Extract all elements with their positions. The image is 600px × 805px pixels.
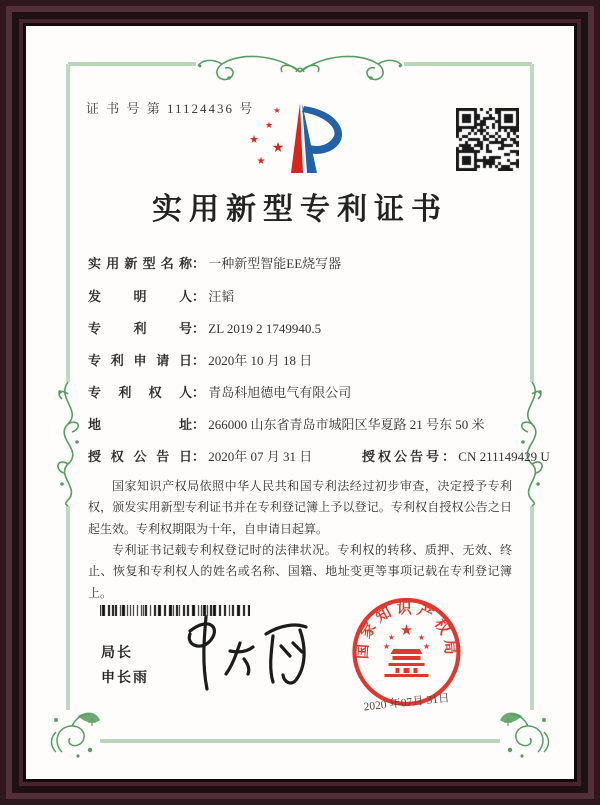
svg-text:★: ★: [264, 121, 274, 131]
grant-no-value: CN 211149429 U: [458, 449, 550, 464]
seal-date: 2020 年07月 31日: [363, 692, 451, 714]
svg-text:★: ★: [273, 106, 281, 115]
field-row-address: 地址： 266000 山东省青岛市城阳区华夏路 21 号东 50 米: [88, 417, 485, 432]
certificate-number: 证 书 号 第 11124436 号: [86, 101, 255, 116]
field-value: 2020年 10 月 18 日: [208, 353, 313, 368]
svg-text:★: ★: [417, 633, 426, 642]
field-row-grant: 授权公告日： 2020年 07 月 31 日 授权公告号： CN 211149429 U: [88, 449, 550, 464]
seal-gate: [385, 649, 429, 677]
top-flourish: [198, 56, 300, 79]
commissioner-name: 申长雨: [101, 671, 149, 686]
field-value: 青岛科旭德电气有限公司: [208, 385, 352, 400]
seal-ring-text: 国家知识产权局: [354, 601, 459, 660]
svg-text:★: ★: [256, 156, 266, 167]
qr-code: [456, 108, 519, 171]
paragraph: 国家知识产权局依照中华人民共和国专利法经过初步审查，决定授予专利权，颁发实用新型专利证书并在专利登记簿上予以登记。专利权自授权公告之日起生效。专利权期限为十年，自申请日起算。: [88, 479, 512, 536]
field-value: ZL 2019 2 1749940.5: [208, 321, 322, 336]
svg-text:★: ★: [422, 642, 431, 651]
official-seal-icon: [334, 582, 479, 727]
certificate-title: 实用新型专利证书: [152, 193, 448, 226]
svg-text:★: ★: [387, 633, 396, 642]
side-flourish: [58, 382, 79, 506]
field-row-inventor: 发明人： 汪韬: [88, 289, 235, 304]
field-row-filing-date: 专利申请日： 2020年 10 月 18 日: [88, 353, 313, 368]
svg-text:★: ★: [271, 140, 285, 156]
field-row-patent-no: 专利号： ZL 2019 2 1749940.5: [88, 321, 322, 336]
svg-text:★: ★: [399, 621, 414, 639]
grant-no-group: 授权公告号： CN 211149429 U: [362, 449, 550, 464]
signature-shen-changyu-icon: [176, 609, 316, 699]
field-value: 266000 山东省青岛市城阳区华夏路 21 号东 50 米: [208, 417, 485, 432]
commissioner-title: 局长: [101, 646, 133, 661]
paragraph: 专利证书记载专利权登记时的法律状况。专利权的转移、质押、无效、终止、恢复和专利权人的姓名或名称、国籍、地址变更等事项记载在专利登记簿上。: [88, 543, 512, 600]
cnipa-logo-icon: [244, 90, 350, 176]
field-value: 一种新型智能EE烧写器: [208, 256, 342, 271]
grant-date-value: 2020年 07 月 31 日: [208, 449, 313, 464]
corner-ornament: [52, 713, 101, 758]
seal-emblem: [383, 621, 430, 651]
certificate-paper: [26, 26, 574, 779]
svg-text:★: ★: [382, 642, 391, 651]
field-row-name: 实用新型名称： 一种新型智能EE烧写器: [88, 256, 342, 271]
field-value: 汪韬: [208, 289, 235, 304]
field-row-patentee: 专利权人： 青岛科旭德电气有限公司: [88, 385, 352, 400]
svg-text:★: ★: [249, 133, 259, 146]
